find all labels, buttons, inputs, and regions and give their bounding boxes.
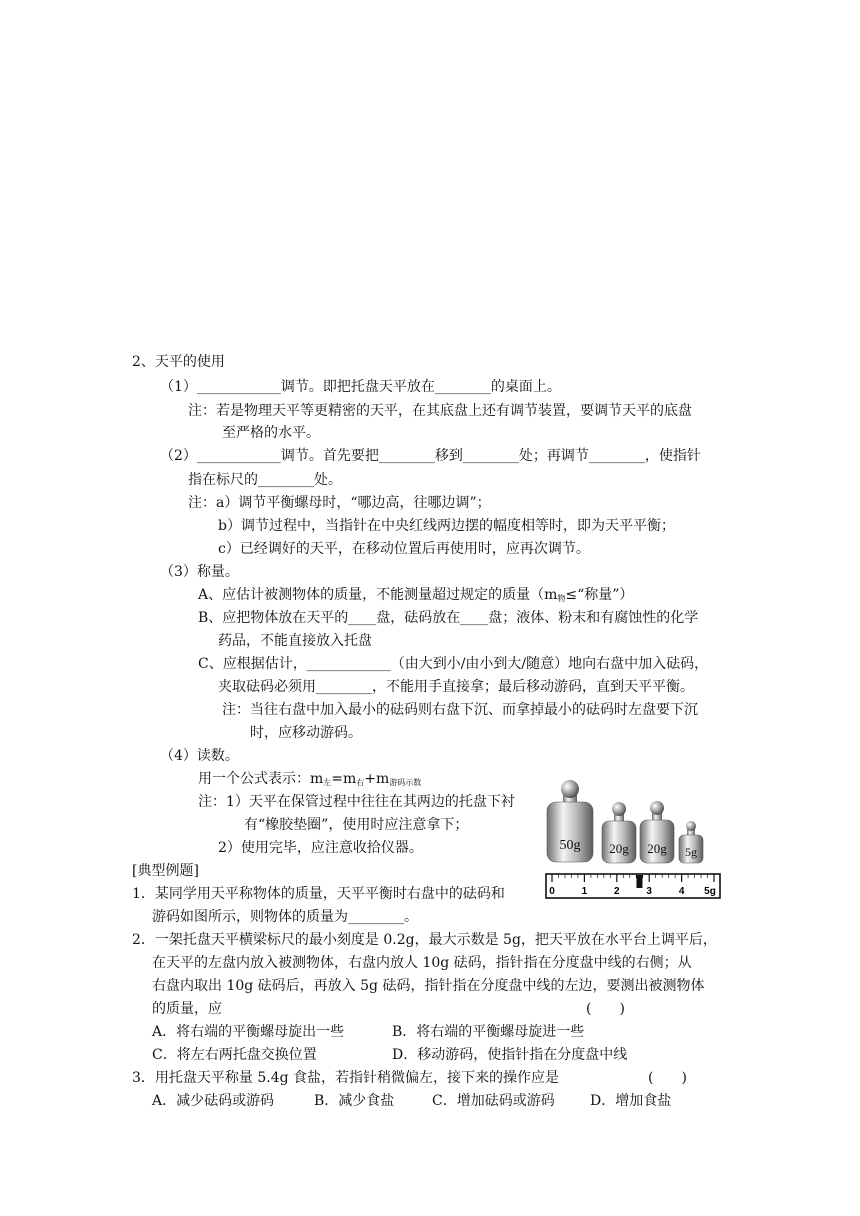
step3-title: （3）称量。 (160, 564, 239, 580)
question-2-line-2: 在天平的左盘内放入被测物体，右盘内放人 10g 砝码，指针指在分度盘中线的右侧；从 (152, 955, 692, 971)
section-title: 2、天平的使用 (132, 354, 225, 370)
step3-note: 注：当往右盘中加入最小的砝码则右盘下沉、而拿掉最小的砝码时左盘要下沉 (222, 702, 698, 718)
step2-line: （2）____________调节。首先要把________移到________处；再调节________，使指针 (160, 448, 701, 464)
question-3-option-a: A．减少砝码或游码 (152, 1093, 275, 1109)
step2-note-b: b）调节过程中，当指针在中央红线两边摆的幅度相等时，即为天平平衡； (218, 518, 675, 534)
step4-note2: 2）使用完毕，应注意收拾仪器。 (218, 840, 423, 856)
question-2-option-b: B．将右端的平衡螺母旋进一些 (392, 1024, 585, 1040)
ruler-tick-label: 4 (678, 886, 685, 897)
step2-note-a: 注：a）调节平衡螺母时，“哪边高，往哪边调”； (188, 495, 491, 511)
step1-note: 注：若是物理天平等更精密的天平，在其底盘上还有调节装置，要调节天平的底盘 (188, 403, 692, 419)
step3-item-c-cont: 夹取砝码必须用________，不能用手直接拿；最后移动游码，直到天平平衡。 (218, 679, 694, 695)
question-1: 1．某同学用天平称物体的质量，天平平衡时右盘中的砝码和 (132, 886, 505, 902)
weight-label: 20g (647, 841, 667, 856)
step4-note1-cont: 有“橡胶垫圈”，使用时应注意拿下； (244, 817, 469, 833)
step3-item-c: C、应根据估计，____________（由大到小/由小到大/随意）地向右盘中加入砝码， (198, 656, 709, 672)
question-3-answer-blank: ( ) (648, 1070, 687, 1086)
step3-item-b: B、应把物体放在天平的____盘，砝码放在____盘；液体、粉末和有腐蚀性的化学 (198, 610, 699, 626)
question-2-option-d: D．移动游码，使指针指在分度盘中线 (392, 1047, 628, 1063)
question-2-answer-blank: ( ) (586, 1001, 625, 1017)
weight-label: 50g (559, 838, 581, 853)
step1-line: （1）____________调节。即把托盘天平放在________的桌面上。 (160, 379, 561, 395)
weight-label: 20g (609, 841, 629, 856)
step3-note-cont: 时，应移动游码。 (250, 725, 362, 741)
step2-line-cont: 指在标尺的________处。 (188, 472, 342, 488)
ruler-tick-label: 5g (704, 886, 716, 897)
rider-marker (636, 875, 642, 888)
ruler-tick-label: 2 (614, 886, 620, 897)
weight-50g (547, 780, 593, 862)
step3-item-a: A、应估计被测物体的质量，不能测量超过规定的质量（$m_物\le“$称量”） (198, 587, 634, 603)
question-2-option-a: A．将右端的平衡螺母旋出一些 (152, 1024, 345, 1040)
rider-scale (546, 874, 720, 898)
weight-20g (640, 801, 674, 863)
step4-note1: 注：1）天平在保管过程中往往在其两边的托盘下衬 (198, 794, 515, 810)
question-3: 3．用托盘天平称量 5.4g 食盐，若指针稍微偏左，接下来的操作应是 (132, 1070, 560, 1086)
question-3-option-c: C．增加砝码或游码 (432, 1093, 555, 1109)
weight-5g (679, 821, 703, 863)
question-2-line-4: 的质量，应 (152, 1001, 222, 1017)
question-2-option-c: C．将左右两托盘交换位置 (152, 1047, 317, 1063)
step1-note-cont: 至严格的水平。 (222, 425, 320, 441)
step4-formula: 用一个公式表示：$m_左=m_右+m_{游码示数}$ (198, 771, 422, 787)
weight-label: 5g (685, 845, 697, 859)
ruler-tick-label: 3 (646, 886, 652, 897)
step4-title: （4）读数。 (160, 748, 239, 764)
step3-item-b-cont: 药品，不能直接放入托盘 (218, 633, 372, 649)
question-3-option-b: B．减少食盐 (314, 1093, 395, 1109)
question-2-line-3: 右盘内取出 10g 砝码后，再放入 5g 砝码，指针指在分度盘中线的左边，要测出被测物体 (152, 978, 705, 994)
weight-20g (602, 802, 636, 863)
step2-note-c: c）已经调好的天平，在移动位置后再使用时，应再次调节。 (218, 541, 590, 557)
ruler-tick-label: 0 (549, 886, 555, 897)
question-2: 2．一架托盘天平横梁标尺的最小刻度是 0.2g，最大示数是 5g，把天平放在水平台上调平后， (132, 932, 717, 948)
examples-heading: [典型例题] (132, 863, 199, 879)
question-3-option-d: D．增加食盐 (590, 1093, 672, 1109)
question-1-cont: 游码如图所示，则物体的质量为________。 (152, 909, 418, 925)
weights-and-rider-figure (545, 778, 723, 900)
ruler-tick-label: 1 (581, 886, 588, 897)
